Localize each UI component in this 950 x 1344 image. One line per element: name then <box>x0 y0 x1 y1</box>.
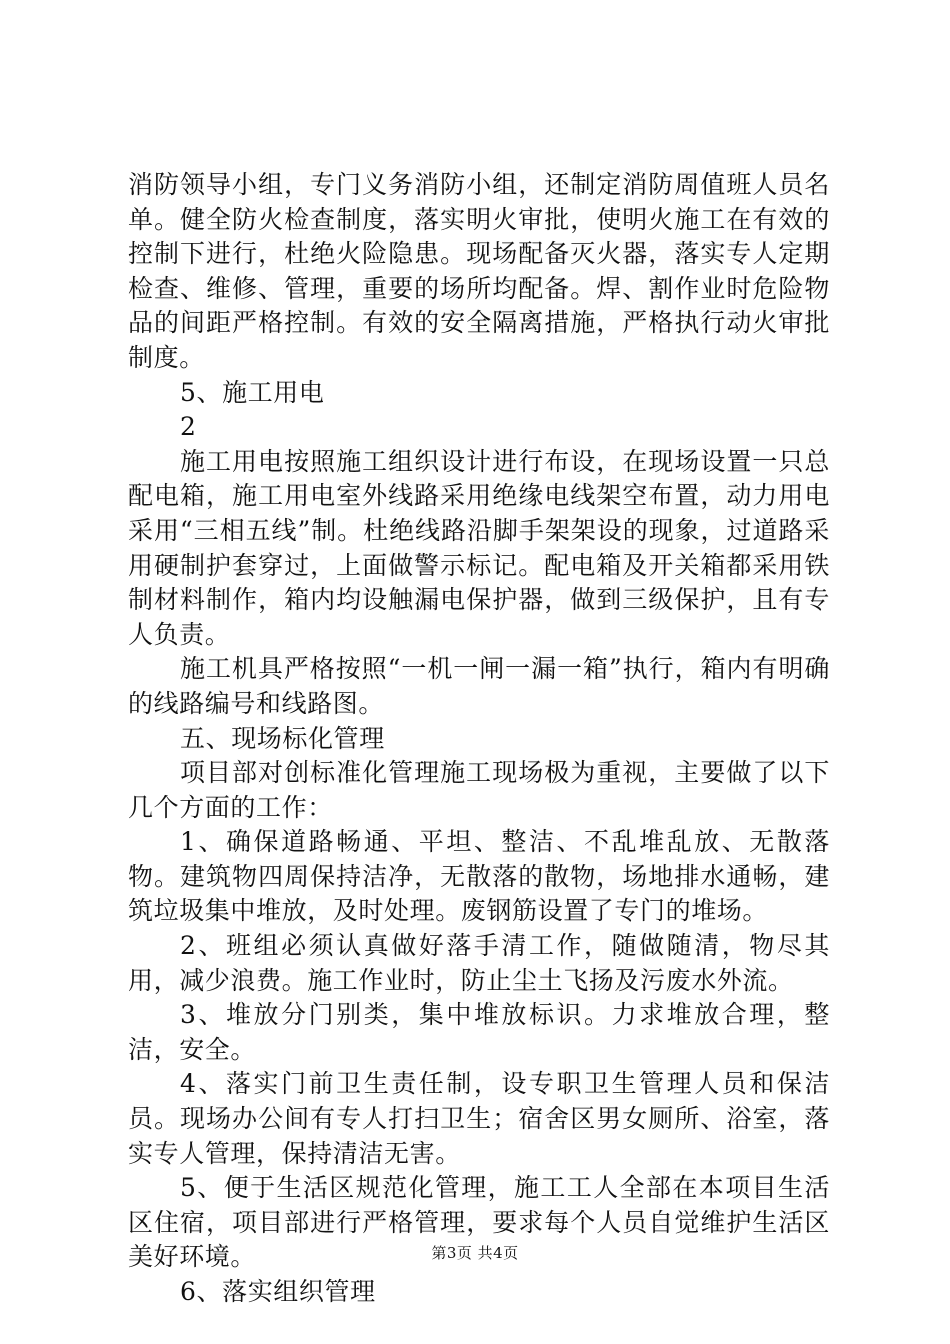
page-number-footer: 第3页 共4页 <box>431 1244 519 1262</box>
list-item-3: 3、堆放分门别类，集中堆放标识。力求堆放合理，整洁，安全。 <box>128 1000 830 1064</box>
paragraph-standardization-intro: 项目部对创标准化管理施工现场极为重视，主要做了以下几个方面的工作： <box>128 758 830 822</box>
list-item-4: 4、落实门前卫生责任制，设专职卫生管理人员和保洁员。现场办公间有专人打扫卫生；宿舍区男女厕所、浴室，落实专人管理，保持清洁无害。 <box>128 1069 830 1168</box>
heading-construction-electricity: 5、施工用电 <box>180 377 325 407</box>
document-body <box>128 168 830 1310</box>
list-item-2: 2、班组必须认真做好落手清工作，随做随清，物尽其用，减少浪费。施工作业时，防止尘土飞扬及污废水外流。 <box>128 931 830 995</box>
stray-number: 2 <box>180 412 197 442</box>
paragraph-electricity-layout: 施工用电按照施工组织设计进行布设，在现场设置一只总配电箱，施工用电室外线路采用绝缘电线架空布置，动力用电采用“三相五线”制。杜绝线路沿脚手架架设的现象，过道路采用硬制护套穿过，上面做警示标记。配电箱及开关箱都采用铁制材料制作，箱内均设触漏电保护器，做到三级保护，且有专人负责。 <box>128 446 830 649</box>
paragraph-fire-safety: 消防领导小组，专门义务消防小组，还制定消防周值班人员名单。健全防火检查制度，落实明火审批，使明火施工在有效的控制下进行，杜绝火险隐患。现场配备灭火器，落实专人定期检查、维修、管理，重要的场所均配备。焊、割作业时危险物品的间距严格控制。有效的安全隔离措施，严格执行动火审批制度。 <box>128 170 830 372</box>
paragraph-machinery-boxes: 施工机具严格按照“一机一闸一漏一箱”执行，箱内有明确的线路编号和线路图。 <box>128 654 830 718</box>
list-item-6: 6、落实组织管理 <box>180 1277 376 1306</box>
heading-site-standardization: 五、现场标化管理 <box>180 723 385 753</box>
list-item-5: 5、便于生活区规范化管理，施工工人全部在本项目生活区住宿，项目部进行严格管理，要求每个人员自觉维护生活区美好环境。 <box>128 1173 830 1272</box>
list-item-1: 1、确保道路畅通、平坦、整洁、不乱堆乱放、无散落物。建筑物四周保持洁净，无散落的散物，场地排水通畅，建筑垃圾集中堆放，及时处理。废钢筋设置了专门的堆场。 <box>128 827 830 926</box>
